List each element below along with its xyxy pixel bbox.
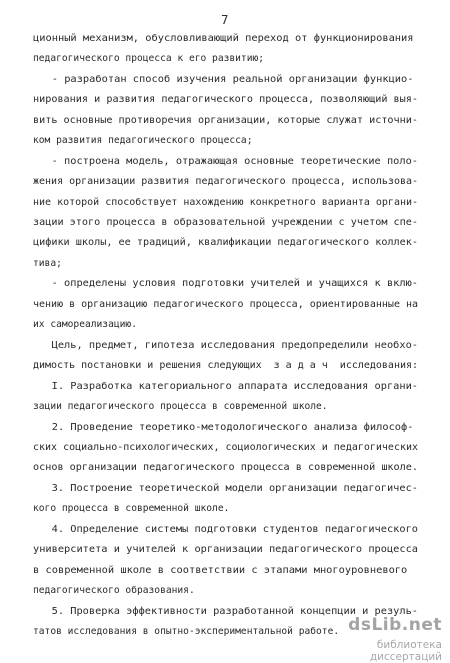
text-line: ских социально-психологических, социологических и педагогических (33, 442, 419, 453)
text-line: кого процесса в современной школе. (33, 503, 230, 514)
text-line: 5. Проверка эффективности разработанной концепции и резуль- (33, 606, 419, 617)
text-line: педагогического образования. (33, 585, 195, 596)
text-line: нирования и развития педагогического процесса, позволяющий выя- (33, 94, 418, 105)
text-line: Цель, предмет, гипотеза исследования предопределили необхо- (33, 340, 419, 351)
text-line: - построена модель, отражающая основные теоретические поло- (33, 156, 419, 167)
text-line: в современной школе в соответствии с этапами многоуровневого (33, 565, 408, 576)
text-line: - разработан способ изучения реальной организации функцио- (33, 74, 414, 85)
text-line: 2. Проведение теоретико-методологического анализа философ- (33, 422, 414, 433)
text-line: их самореализацию. (33, 319, 137, 330)
text-line: зации педагогического процесса в современной школе. (33, 401, 328, 412)
text-line: вить основные противоречия организации, которые служат источни- (33, 115, 418, 126)
text-line: основ организации педагогического процесса в современной школе. (33, 462, 418, 473)
page-number: 7 (221, 13, 229, 27)
watermark-logo: dsLib.net (348, 615, 442, 635)
text-line: ционный механизм, обусловливающий переход от функционирования (33, 33, 414, 44)
text-line: зации этого процесса в образовательной учреждении с учетом спе- (33, 217, 418, 228)
text-line: димость постановки и решения следующих з а д а ч исследования: (33, 360, 419, 371)
text-line: университета и учителей к организации педагогического процесса (33, 544, 419, 555)
text-line: ком развития педагогического процесса; (33, 135, 253, 146)
watermark (312, 615, 442, 663)
text-line: 4. Определение системы подготовки студентов педагогического (33, 524, 419, 535)
text-line: татов исследования в опытно-экспериментальной работе. (33, 626, 340, 637)
text-line: 3. Построение теоретической модели организации педагогичес- (33, 483, 419, 494)
text-line: жения организации развития педагогического процесса, использова- (33, 176, 419, 187)
text-line: тива; (33, 258, 62, 269)
text-line: педагогического процесса к его развитию; (33, 53, 265, 64)
watermark-subtitle: библиотека диссертаций (369, 639, 442, 663)
text-line: - определены условия подготовки учителей и учащихся к вклю- (33, 278, 419, 289)
text-line: ние которой способствует нахождению конкретного варианта органи- (33, 197, 419, 208)
text-line: цифики школы, ее традиций, квалификации педагогического коллек- (33, 237, 418, 248)
text-line: I. Разработка категориального аппарата исследования органи- (33, 381, 419, 392)
text-line: чению в организацию педагогического процесса, ориентированные на (33, 299, 419, 310)
